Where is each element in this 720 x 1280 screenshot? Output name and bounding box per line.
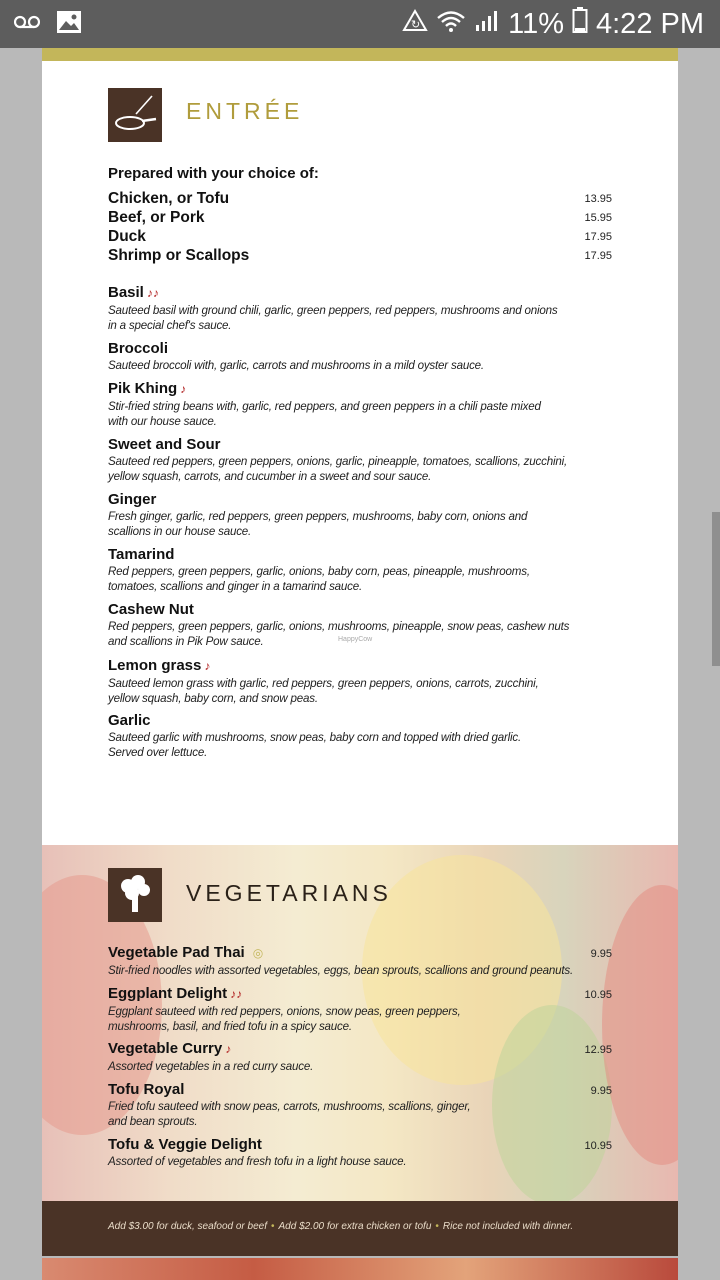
protein-choice-row <box>108 190 612 208</box>
pepper-image <box>602 885 678 1165</box>
protein-name: Shrimp or Scallops <box>108 247 250 264</box>
protein-price: 15.95 <box>584 212 612 224</box>
chili-icon: ♪♪ <box>230 987 243 1001</box>
vegetarian-section <box>42 845 678 1201</box>
item-name: Tofu Royal <box>108 1081 185 1098</box>
menu-item <box>108 1135 612 1169</box>
protein-choice-row <box>108 247 612 265</box>
vegetarians-title: VEGETARIANS <box>186 880 392 906</box>
protein-choice-row <box>108 228 612 246</box>
item-description: Fresh ginger, garlic, red peppers, green peppers, mushrooms, baby corn, onions and <box>108 510 528 523</box>
watermark: HappyCow <box>338 636 373 643</box>
protein-choice-row <box>108 209 612 227</box>
battery-icon <box>572 6 588 42</box>
top-stripe <box>42 48 678 61</box>
footer-note: Add $2.00 for extra chicken or tofu <box>278 1221 432 1232</box>
item-description: Served over lettuce. <box>108 746 208 759</box>
footer-note: Rice not included with dinner. <box>442 1221 574 1232</box>
item-price: 12.95 <box>584 1044 612 1056</box>
item-description: tomatoes, scallions and ginger in a tamarind sauce. <box>108 580 363 593</box>
item-description: mushrooms, basil, and fried tofu in a spicy sauce. <box>108 1020 352 1033</box>
menu-item <box>108 379 608 429</box>
item-description: Eggplant sauteed with red peppers, onions, snow peas, green peppers, <box>108 1005 461 1018</box>
item-price: 10.95 <box>584 989 612 1001</box>
broccoli-icon <box>108 868 162 922</box>
menu-item <box>108 1080 612 1129</box>
item-description: Stir-fried string beans with, garlic, red peppers, and green peppers in a chili paste mixed <box>108 400 541 413</box>
menu-item <box>108 283 608 333</box>
chili-icon: ♪♪ <box>146 286 159 300</box>
chili-icon: ♪ <box>180 382 187 396</box>
menu-item <box>108 435 608 484</box>
item-price: 10.95 <box>584 1140 612 1152</box>
item-description: Stir-fried noodles with assorted vegetables, eggs, bean sprouts, scallions and ground peanuts. <box>108 964 574 977</box>
menu-item <box>108 545 608 594</box>
item-description: Sauteed garlic with mushrooms, snow peas, baby corn and topped with dried garlic. <box>108 731 522 744</box>
menu-item <box>108 339 608 373</box>
item-name: Eggplant Delight <box>108 985 228 1002</box>
item-name: Pik Khing <box>108 380 178 397</box>
item-description: Sauteed red peppers, green peppers, onions, garlic, pineapple, tomatoes, scallions, zucchini, <box>108 455 567 468</box>
item-description: Fried tofu sauteed with snow peas, carrots, mushrooms, scallions, ginger, <box>108 1100 471 1113</box>
protein-name: Beef, or Pork <box>108 209 205 226</box>
menu-item <box>108 711 608 760</box>
protein-price: 17.95 <box>584 231 612 243</box>
item-name: Vegetable Curry <box>108 1040 223 1057</box>
item-description: Red peppers, green peppers, garlic, onions, baby corn, peas, pineapple, mushrooms, <box>108 565 530 578</box>
skillet-icon <box>108 88 162 142</box>
footer-notes <box>108 1221 573 1232</box>
item-name: Basil <box>108 284 144 301</box>
voicemail-icon <box>14 15 40 34</box>
item-description: in a special chef's sauce. <box>108 319 232 332</box>
scrollbar-thumb[interactable] <box>712 512 720 666</box>
item-description: Assorted vegetables in a red curry sauce. <box>108 1060 314 1073</box>
wifi-icon <box>436 8 466 41</box>
clock: 4:22 PM <box>596 7 704 40</box>
egg-icon: ◎ <box>252 946 264 960</box>
item-name: Cashew Nut <box>108 601 194 618</box>
chili-icon: ♪ <box>204 659 211 673</box>
item-name: Lemon grass <box>108 657 202 674</box>
protein-name: Duck <box>108 228 146 245</box>
menu-item <box>108 490 608 539</box>
footer-note: Add $3.00 for duck, seafood or beef <box>108 1221 267 1232</box>
status-bar <box>0 0 720 48</box>
menu-page <box>42 48 678 1256</box>
menu-item <box>108 943 612 978</box>
item-description: and scallions in Pik Pow sauce. <box>108 635 264 648</box>
protein-price: 13.95 <box>584 193 612 205</box>
bullet-icon: • <box>271 1221 275 1232</box>
item-description: Sauteed basil with ground chili, garlic, green peppers, red peppers, mushrooms and onions <box>108 304 558 317</box>
entree-title: ENTRÉE <box>186 98 304 124</box>
data-saver-icon <box>402 8 428 41</box>
item-price: 9.95 <box>590 1085 612 1097</box>
protein-price: 17.95 <box>584 250 612 262</box>
item-name: Tofu & Veggie Delight <box>108 1136 262 1153</box>
chili-icon: ♪ <box>225 1042 232 1056</box>
item-price: 9.95 <box>590 948 612 960</box>
battery-percent: 11% <box>508 7 564 40</box>
item-description: Assorted of vegetables and fresh tofu in a light house sauce. <box>108 1155 407 1168</box>
item-description: with our house sauce. <box>108 415 217 428</box>
protein-name: Chicken, or Tofu <box>108 190 230 207</box>
item-description: scallions in our house sauce. <box>108 525 252 538</box>
item-description: and bean sprouts. <box>108 1115 198 1128</box>
item-description: Sauteed lemon grass with garlic, red peppers, green peppers, onions, carrots, zucchini, <box>108 677 539 690</box>
menu-item <box>108 1039 612 1074</box>
item-name: Broccoli <box>108 340 169 357</box>
item-name: Ginger <box>108 491 157 508</box>
item-name: Sweet and Sour <box>108 436 221 453</box>
item-name: Tamarind <box>108 546 175 563</box>
footer-note-bar <box>42 1201 678 1256</box>
item-name: Vegetable Pad Thai <box>108 944 245 961</box>
item-name: Garlic <box>108 712 151 729</box>
item-description: Sauteed broccoli with, garlic, carrots and mushrooms in a mild oyster sauce. <box>108 359 484 372</box>
bullet-icon: • <box>435 1221 439 1232</box>
menu-item <box>108 656 608 706</box>
menu-item <box>108 984 612 1034</box>
item-description: Red peppers, green peppers, garlic, onions, mushrooms, pineapple, snow peas, cashew nuts <box>108 620 570 633</box>
item-description: yellow squash, baby corn, and snow peas. <box>108 692 318 705</box>
next-page-preview <box>42 1258 678 1280</box>
signal-icon <box>474 8 500 41</box>
item-description: yellow squash, carrots, and cucumber in a sweet and sour sauce. <box>108 470 432 483</box>
entree-intro: Prepared with your choice of: <box>108 165 319 182</box>
image-icon <box>56 10 82 39</box>
svg-text:↻: ↻ <box>411 17 421 31</box>
